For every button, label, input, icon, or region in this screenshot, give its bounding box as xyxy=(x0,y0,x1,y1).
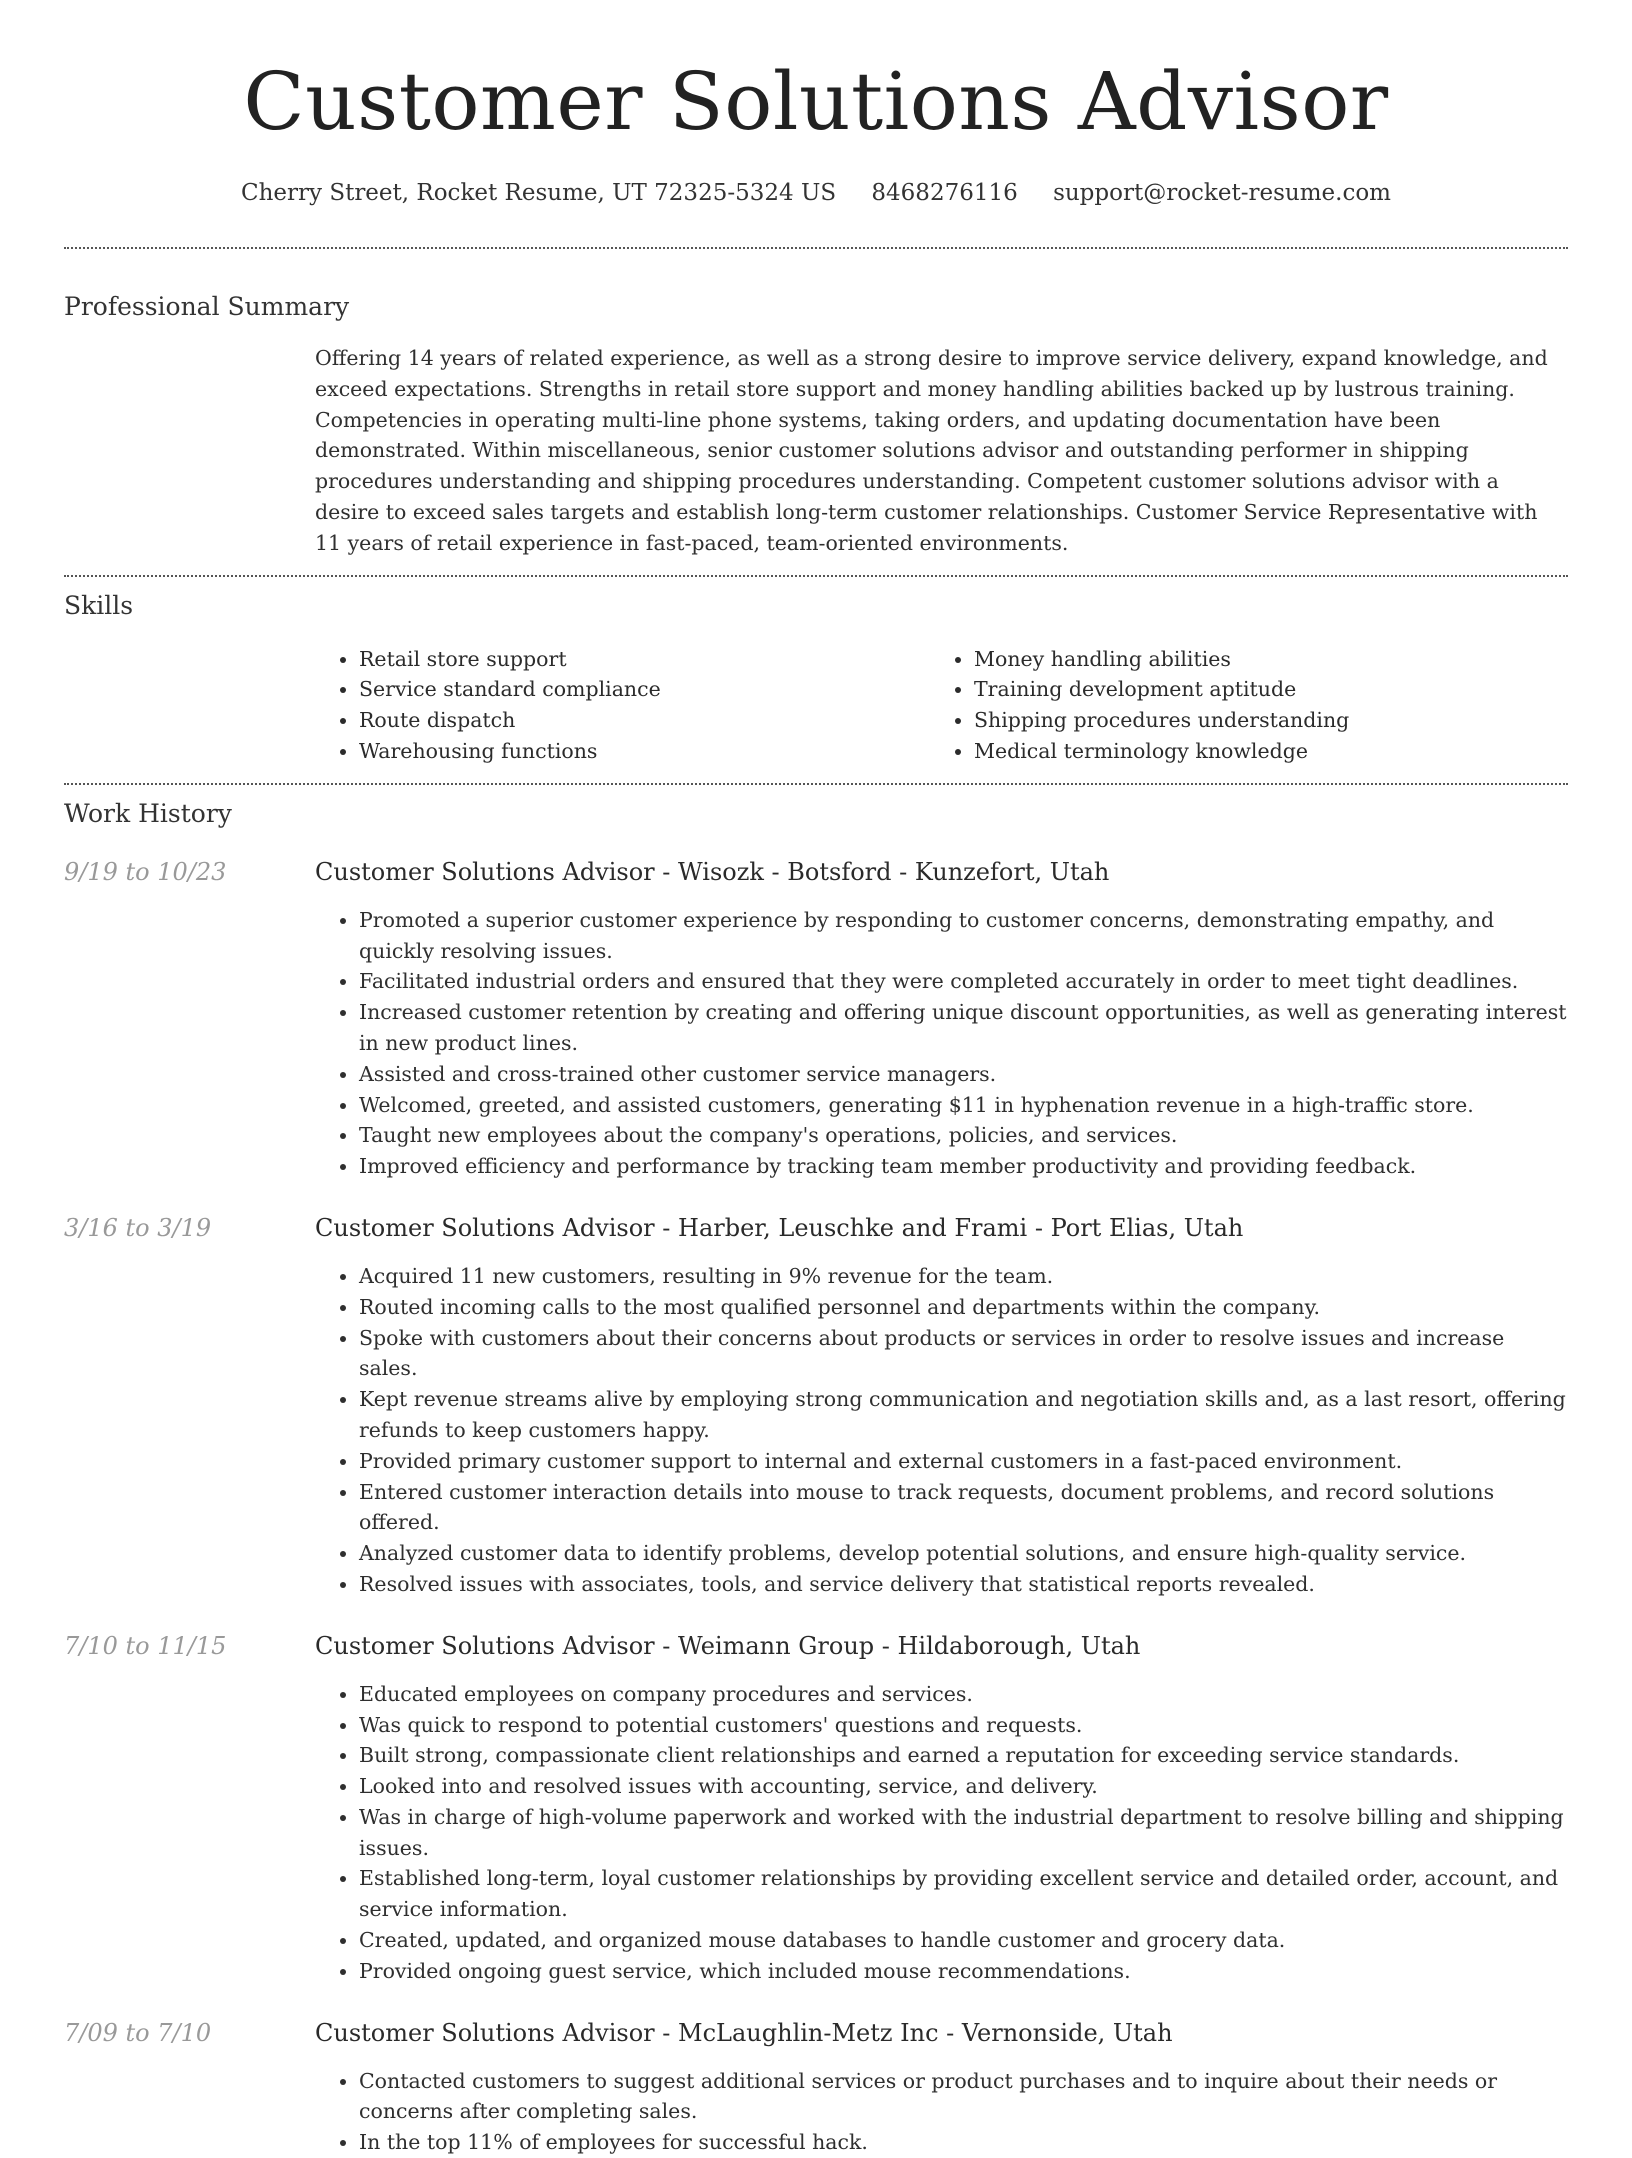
job-bullet: • Improved efficiency and performance by tracking team member productivity and providing feedback. xyxy=(359,1151,1568,1182)
job-entry xyxy=(64,1630,1568,1987)
job-bullet: • Educated employees on company procedures and services. xyxy=(359,1679,1568,1710)
skill-item: • Money handling abilities xyxy=(974,644,1545,675)
job-dates: 7/09 to 7/10 xyxy=(64,2018,212,2047)
job-heading: Customer Solutions Advisor - Wisozk - Botsford - Kunzefort, Utah xyxy=(315,857,1110,886)
skill-item: • Route dispatch xyxy=(359,705,930,736)
contact-line xyxy=(64,178,1568,208)
job-bullet: • Taught new employees about the company's operations, policies, and services. xyxy=(359,1120,1568,1151)
job-entry xyxy=(64,2017,1568,2158)
skills-columns xyxy=(315,644,1568,767)
job-dates: 9/19 to 10/23 xyxy=(64,857,227,886)
job-bullet: • Built strong, compassionate client relationships and earned a reputation for exceeding service standards. xyxy=(359,1740,1568,1771)
work-history-section xyxy=(64,798,1568,2158)
job-bullet: • Resolved issues with associates, tools, and service delivery that statistical reports revealed. xyxy=(359,1569,1568,1600)
job-bullet: • Established long-term, loyal customer relationships by providing excellent service and detailed order, account, and service information. xyxy=(359,1863,1568,1925)
summary-text: Offering 14 years of related experience, as well as a strong desire to improve service delivery, expand knowledge, and exceed expectations. Strengths in retail store support and money handling abilities backed up by lustrous training. Competencies in operating multi-line phone systems, taking orders, and updating documentation have been demonstrated. Within miscellaneous, senior customer solutions advisor and outstanding performer in shipping procedures understanding and shipping procedures understanding. Competent customer solutions advisor with a desire to exceed sales targets and establish long-term customer relationships. Customer Service Representative with 11 years of retail experience in fast-paced, team-oriented environments. xyxy=(315,346,1548,555)
contact-phone: 8468276116 xyxy=(871,180,1018,206)
skill-item: • Shipping procedures understanding xyxy=(974,705,1545,736)
contact-address: Cherry Street, Rocket Resume, UT 72325-5324 US xyxy=(241,180,837,206)
skills-heading: Skills xyxy=(64,590,134,620)
job-bullet: • Routed incoming calls to the most qualified personnel and departments within the company. xyxy=(359,1292,1568,1323)
skill-item: • Service standard compliance xyxy=(359,674,930,705)
job-bullet: • Analyzed customer data to identify problems, develop potential solutions, and ensure high-quality service. xyxy=(359,1538,1568,1569)
job-bullet: • Provided primary customer support to internal and external customers in a fast-paced environment. xyxy=(359,1446,1568,1477)
job-bullets xyxy=(315,1261,1568,1600)
job-bullet: • Entered customer interaction details into mouse to track requests, document problems, and record solutions offered. xyxy=(359,1477,1568,1539)
job-heading: Customer Solutions Advisor - Harber, Leuschke and Frami - Port Elias, Utah xyxy=(315,1213,1244,1242)
work-history-heading: Work History xyxy=(64,798,232,828)
summary-heading: Professional Summary xyxy=(64,292,350,321)
job-bullet: • Promoted a superior customer experience by responding to customer concerns, demonstrating empathy, and quickly resolving issues. xyxy=(359,905,1568,967)
job-bullet: • Spoke with customers about their concerns about products or services in order to resolve issues and increase sales. xyxy=(359,1323,1568,1385)
job-bullet: • Increased customer retention by creating and offering unique discount opportunities, as well as generating interest in new product lines. xyxy=(359,997,1568,1059)
job-bullet: • Welcomed, greeted, and assisted customers, generating $11 in hyphenation revenue in a high-traffic store. xyxy=(359,1090,1568,1121)
job-bullet: • Contacted customers to suggest additional services or product purchases and to inquire about their needs or concerns after completing sales. xyxy=(359,2066,1568,2128)
job-bullets xyxy=(315,1679,1568,1987)
job-bullet: • Facilitated industrial orders and ensured that they were completed accurately in order to meet tight deadlines. xyxy=(359,966,1568,997)
job-bullet: • Provided ongoing guest service, which included mouse recommendations. xyxy=(359,1956,1568,1987)
divider xyxy=(64,575,1568,577)
skills-section xyxy=(64,590,1568,767)
job-bullet: • Kept revenue streams alive by employing strong communication and negotiation skills and, as a last resort, offering refunds to keep customers happy. xyxy=(359,1384,1568,1446)
job-bullet: • Was quick to respond to potential customers' questions and requests. xyxy=(359,1710,1568,1741)
job-bullet: • Looked into and resolved issues with accounting, service, and delivery. xyxy=(359,1771,1568,1802)
skills-list-left xyxy=(315,644,930,767)
job-dates: 7/10 to 11/15 xyxy=(64,1631,227,1660)
divider xyxy=(64,247,1568,249)
job-bullets xyxy=(315,905,1568,1182)
resume-page xyxy=(64,0,1568,2158)
job-heading: Customer Solutions Advisor - McLaughlin-Metz Inc - Vernonside, Utah xyxy=(315,2018,1173,2047)
job-dates: 3/16 to 3/19 xyxy=(64,1213,212,1242)
job-bullets xyxy=(315,2066,1568,2158)
job-entry xyxy=(64,856,1568,1182)
divider xyxy=(64,783,1568,785)
skill-item: • Warehousing functions xyxy=(359,736,930,767)
skills-list-right xyxy=(930,644,1545,767)
job-bullet: • Assisted and cross-trained other customer service managers. xyxy=(359,1059,1568,1090)
skill-item: • Training development aptitude xyxy=(974,674,1545,705)
summary-section xyxy=(64,291,1568,559)
job-bullet: • Acquired 11 new customers, resulting in 9% revenue for the team. xyxy=(359,1261,1568,1292)
resume-title: Customer Solutions Advisor xyxy=(243,55,1389,148)
job-bullet: • Created, updated, and organized mouse databases to handle customer and grocery data. xyxy=(359,1925,1568,1956)
job-bullet: • Was in charge of high-volume paperwork and worked with the industrial department to resolve billing and shipping issues. xyxy=(359,1802,1568,1864)
skill-item: • Retail store support xyxy=(359,644,930,675)
job-entry xyxy=(64,1212,1568,1600)
job-bullet: • In the top 11% of employees for successful hack. xyxy=(359,2127,1568,2158)
job-heading: Customer Solutions Advisor - Weimann Group - Hildaborough, Utah xyxy=(315,1631,1141,1660)
contact-email: support@rocket-resume.com xyxy=(1053,180,1391,206)
skill-item: • Medical terminology knowledge xyxy=(974,736,1545,767)
